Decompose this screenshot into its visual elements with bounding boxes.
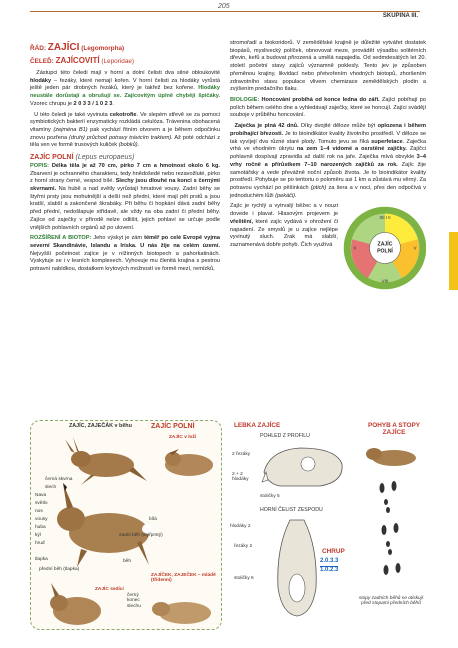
label-nava: Nava xyxy=(35,493,47,498)
label-gnawing-teeth: 2 + 2 hlodáky xyxy=(232,472,249,483)
chapter-edge-tab xyxy=(449,232,458,290)
svg-text:XII I II: XII I II xyxy=(379,215,391,221)
leveret-drawing xyxy=(149,591,215,627)
right-column xyxy=(230,40,426,291)
skull-profile-drawing xyxy=(260,442,346,492)
svg-text:VIII: VIII xyxy=(381,278,389,284)
hare-illustration-panel xyxy=(30,420,222,630)
label-black-spot: černá skvrna xyxy=(45,477,73,482)
skull-title: LEBKA ZAJÍCE xyxy=(234,422,281,429)
order-label: ŘÁD: xyxy=(30,45,46,52)
skull-figure xyxy=(230,420,350,625)
skull-lower-label: HORNÍ ČELIST ZESPODU xyxy=(260,507,323,513)
hare-anatomy-drawing xyxy=(41,481,161,571)
label-white: bílá xyxy=(149,517,157,522)
running-hare-drawing xyxy=(61,437,151,487)
figure-title-species: ZAJÍC POLNÍ xyxy=(151,423,195,430)
family-name: ZAJÍCOVITÍ xyxy=(55,56,100,65)
hunting-season-wheel xyxy=(342,205,426,291)
label-molars-6: stoličky 6 xyxy=(234,576,254,581)
motion-title: POHYB A STOPY ZAJÍCE xyxy=(368,422,420,436)
skull-bottom-drawing xyxy=(272,518,322,618)
leveret-caption: ZAJÍČEK, ZAJEČEK – mládě (třídenní) xyxy=(151,573,216,584)
label-nose: nos xyxy=(35,509,43,514)
figure-title-running: ZAJÍC, ZAJEČÁK v běhu xyxy=(69,423,132,429)
species-heading: ZAJÍC POLNÍ (Lepus europaeus) xyxy=(30,154,135,162)
label-incisors: 2 řezáky xyxy=(232,452,251,457)
wheel-center-2: POLNÍ xyxy=(377,248,393,255)
left-column xyxy=(30,40,220,277)
label-ear: slech xyxy=(45,485,57,490)
label-mouth: huba xyxy=(35,525,46,530)
paragraph-cecotrophy: U této čeledi je také vyvinuta cekotrofie. Ve slepém střevě se za pomoci symbiotických bakterií enzymaticky rozkládá celulóza. Trávenina obohacená vitamíny (zejména B1) pak vychází řitním otvorem a je během odpočinku znovu pozřena (druhý průchod potravy trávicím traktem). Až poté odchází z těla ven ve formě trusových kuliček (bobků). xyxy=(30,111,221,149)
label-keel: kýl xyxy=(35,533,41,538)
track-prints-drawing xyxy=(372,480,412,590)
label-leg: běh xyxy=(123,559,132,564)
label-sitting-hare: ZAJÍC sedící xyxy=(95,587,124,592)
paragraph-biology: BIOLOGIE: Honcování probíhá od konce ledna do září. Zajíci pobíhají po polích během celého dne a vyhledávají zaječky, které se honcují. Zajíci svádějí souboje v průběhu honcování. xyxy=(230,97,426,119)
dentition-formula xyxy=(320,558,338,575)
label-hare-in-form: ZAJÍC v loži xyxy=(169,435,197,440)
paragraph-reproduction: Zaječka je plná 42 dnů. Díky dvojité děloze může být oplozena i během probíhající březosti. Je to bioindikátor kvality životního prostředí. V děloze se tak vyvíjejí dva různé staré plody. Tomuto jevu se říká superfetace. Zaječka vrhá ve vhodném úkrytu na zem 1–4 vidomé a osrstěné zajíčky. Zajíčci pohlavně dospívají zpravidla až další rok na jaře. Zaječka mívá obvykle 3–4 vrhy ročně a přírůstkem 7–10 narozených zajíčků za rok. Zajíc žije samotářsky a vede převážně noční způsob života. Je to bioindikátor kvality prostředí. Pohybuje se po teritoriu o poloměru asi 1 km a zůstává mu věrný. Za potravou vychází po pěšinkách (ptich) za šera a v noci, přes den odpočívá v jednoduchém lůži (pekáči). xyxy=(230,123,427,199)
family-row xyxy=(30,55,220,67)
label-black-ear-tip: černý konec slechu xyxy=(127,593,141,609)
tracks-caption: stopy zadních běhů se otiskují před stopami předních běhů xyxy=(358,596,424,607)
header-rule xyxy=(30,11,420,12)
wheel-center-1: ZAJÍC xyxy=(377,241,393,248)
label-hind-leg: zadní běh (štyřprstý) xyxy=(119,533,163,538)
dentition-lower: 1.0.2.3 xyxy=(320,566,339,573)
order-name: ZAJÍCI xyxy=(47,42,80,53)
paragraph-description: POPIS: Délka těla je až 70 cm, pírko 7 cm a hmotnost okolo 6 kg. Zbarvení je ochranného charakteru, tedy hnědošedé nebo rezavožluté, pírko z horní strany černé, vespod bílé. Slechy jsou dlouhé na konci s černými skvrnami. Na hubě a nad světly vyrůstají hmatové vousy. Zadní běhy se štyřmi prsty jsou mohutnější a delší než přední, které mají pět prstů a jsou kratší, slabší a zakončené škrabáky. Při běhu či hopkání dává zadní běhy před přední, nedošlapuje střídavě, ale vždy na oba zadní či přední běhy. Zajíce od zaječky v přírodě nelze odlišit, jejich pohlaví se určuje podle vnějších pohlavních orgánů až po ulovení. xyxy=(30,162,220,231)
svg-text:X: X xyxy=(353,246,357,252)
dentition-title: CHRUP xyxy=(322,548,345,555)
label-front-leg: přední běh (tlapka) xyxy=(39,567,80,572)
label-incisors-2: řezáky 2 xyxy=(234,544,253,549)
hopping-hare-drawing xyxy=(362,442,422,472)
section-label: SKUPINA III. xyxy=(382,13,418,19)
motion-tracks-figure xyxy=(352,420,428,625)
skull-profile-label: POHLED Z PROFILU xyxy=(260,433,310,439)
paragraph-habitat-cont: stromořadí a biokoridorů. V zemědělské krajině je důležité vytvářet dostatek biopásů, myslivecký políček, obnovovat meze, provádět výsadbu solitérních dřevin, keřů a budovat přirozená a umělá napajedla. Od sedmdesátých let 20. století početní stavy zajíců významně poklesly. Tento jev je způsoben přeměnou krajiny, likvidací nebo přetvořením vhodných biotopů, zhoršením zdravotního stavu populace vlivem chemizace zemědělských plodin a zvýšením predačního tlaku. xyxy=(230,40,426,93)
family-latin: (Leporidae) xyxy=(101,58,135,65)
hare-in-form-drawing xyxy=(161,439,216,479)
paragraph-distribution: ROZŠÍŘENÍ A BIOTOP: Jeho výskyt je zám téměř po celé Evropě vyjma severní Skandinávie, Islandu a Iríska. U nás žije na celém území. Nejvyšší početnost zajíce je v nížinných biotopech a pahorkatinách. Vyskytuje se i v lesních komplexech. Vyhovuje mu členitá krajina s pestrou potravní nabídkou, dostatkem krytových možností ve formě mezí, remízků, xyxy=(30,235,220,273)
page-number: 205 xyxy=(218,3,230,10)
label-paw: tlapka xyxy=(35,557,48,562)
order-latin: (Legomorpha) xyxy=(81,45,125,52)
label-gnaw-2: hlodáky 2 xyxy=(230,524,251,529)
label-chest: hruď xyxy=(35,541,45,546)
order-row xyxy=(30,40,220,55)
page-header xyxy=(0,0,458,28)
label-molars-5: stoličky 5 xyxy=(260,494,280,499)
dentition-upper: 2.0.3.3 xyxy=(320,558,339,564)
label-whiskers: vousy xyxy=(35,517,48,522)
label-eye: světlo xyxy=(35,501,48,506)
svg-text:V: V xyxy=(413,246,417,252)
paragraph-teeth: Zástupci této čeledi mají v horní a dolní čelisti dva silné obloukovité hlodáky – řezáky, které nemají kořen. V horní čelisti za hlodáky vyrůstá ještě jeden pár drobných řezáků, který je takřež bez kořene. Hlodáky neustále dorůstají a obrušují se. Zajícovitým úplně chybějí špičáky. Vzorec chrupu je 2 0 3 3 / 1 0 2 3. xyxy=(30,70,220,107)
family-label: ČELEĎ: xyxy=(30,58,54,65)
wheel-and-text xyxy=(230,203,426,291)
paragraph-behavior: Zajíc je rychlý a vytrvalý běžec a v nouzi dovede i plavat. Hlasovým projevem je vřeštění, které zajíc vydává v ohrožení či napadení. Ze smyslů je u zajíce nejlépe vyvinutý sluch. Zrak má slabší, zaznamenává dobře pohyb. Čich využívá xyxy=(230,203,338,248)
